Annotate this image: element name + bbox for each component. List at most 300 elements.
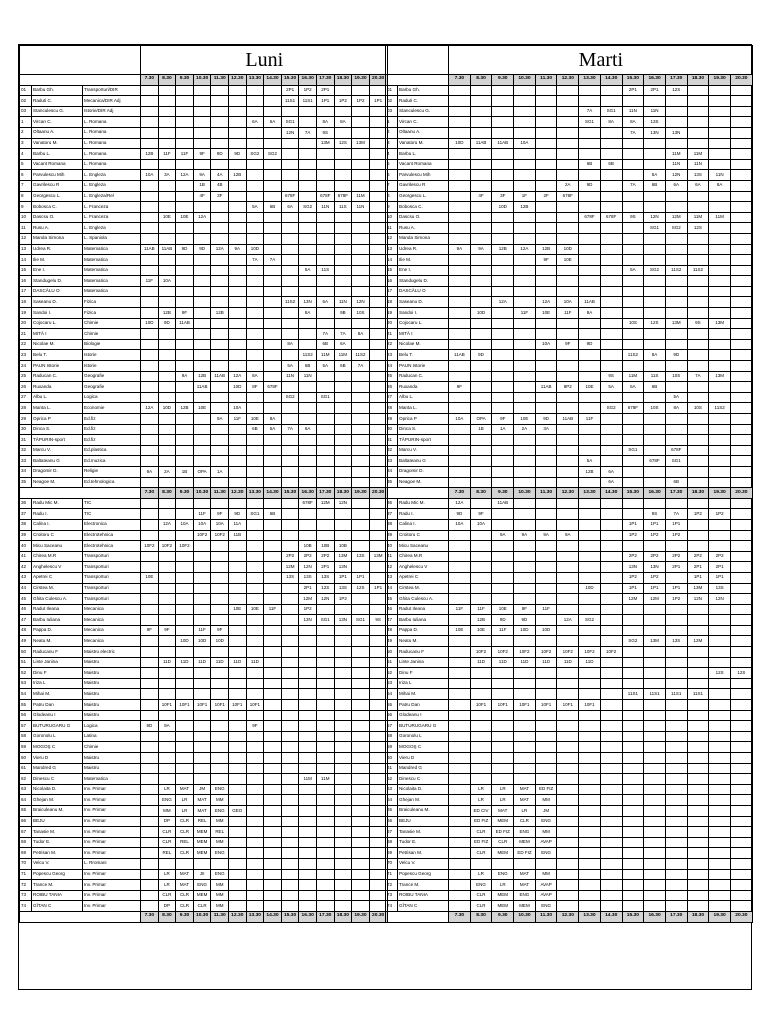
teacher-name: Calina I.	[32, 519, 83, 530]
class-cell	[316, 647, 334, 658]
class-cell: 12A	[492, 297, 514, 308]
class-cell	[557, 816, 579, 827]
class-cell	[514, 731, 536, 742]
class-cell	[229, 721, 247, 732]
class-cell	[730, 710, 752, 721]
class-cell: 9B	[334, 308, 352, 319]
class-cell	[141, 498, 159, 509]
class-cell	[730, 880, 752, 891]
class-cell	[557, 286, 579, 297]
class-cell: 13M	[316, 138, 334, 149]
class-cell	[557, 117, 579, 128]
class-cell	[514, 753, 536, 764]
teacher-row	[386, 466, 753, 477]
class-cell: 7A	[687, 371, 709, 382]
class-cell: 10F2	[193, 530, 211, 541]
class-cell: 12N	[352, 297, 370, 308]
class-cell	[158, 297, 176, 308]
teacher-row	[386, 403, 753, 414]
hour-header: 14.30	[264, 488, 282, 499]
class-cell	[730, 647, 752, 658]
class-cell	[687, 901, 709, 912]
class-cell	[281, 276, 299, 287]
class-cell	[158, 445, 176, 456]
class-cell	[600, 530, 622, 541]
teacher-name: Raducanu F	[398, 647, 449, 658]
class-cell	[600, 816, 622, 827]
teacher-name: Sandoi I.	[398, 308, 449, 319]
teacher-name: Tanasie M.	[32, 827, 83, 838]
class-cell: 2P1	[644, 85, 666, 96]
class-cell: 10F1	[492, 700, 514, 711]
class-cell	[299, 530, 317, 541]
class-cell	[229, 276, 247, 287]
class-cell	[730, 223, 752, 234]
class-cell: 10A	[229, 403, 247, 414]
class-cell	[158, 689, 176, 700]
subject: Geografie	[83, 371, 141, 382]
class-cell	[622, 901, 644, 912]
row-number: 29	[20, 414, 32, 425]
class-cell	[492, 466, 514, 477]
class-cell	[514, 339, 536, 350]
hour-header: 9.30	[176, 911, 194, 922]
class-cell	[281, 170, 299, 181]
class-cell: 12N	[299, 562, 317, 573]
class-cell	[492, 721, 514, 732]
class-cell	[193, 223, 211, 234]
class-cell	[709, 233, 731, 244]
class-cell: LR	[470, 795, 492, 806]
class-cell: 11AB	[557, 414, 579, 425]
class-cell	[730, 816, 752, 827]
class-cell	[687, 297, 709, 308]
class-cell	[470, 498, 492, 509]
class-cell	[264, 223, 282, 234]
teacher-name: Goronolu L	[398, 731, 449, 742]
row-number: 7	[20, 180, 32, 191]
class-cell	[579, 604, 601, 615]
teacher-row	[386, 869, 753, 880]
class-cell	[229, 816, 247, 827]
class-cell	[579, 816, 601, 827]
class-cell	[514, 85, 536, 96]
class-cell	[264, 731, 282, 742]
class-cell	[193, 742, 211, 753]
class-cell	[246, 329, 264, 340]
teacher-row	[20, 223, 388, 234]
class-cell	[665, 805, 687, 816]
class-cell	[281, 880, 299, 891]
class-cell: 8A	[316, 117, 334, 128]
class-cell	[644, 753, 666, 764]
class-cell	[193, 774, 211, 785]
class-cell: 11D	[492, 657, 514, 668]
class-cell	[316, 604, 334, 615]
teacher-name: Mihai M.	[398, 689, 449, 700]
teacher-name: Patru Dan	[398, 700, 449, 711]
class-cell	[470, 530, 492, 541]
class-cell: 5A	[299, 265, 317, 276]
class-cell	[644, 657, 666, 668]
class-cell	[492, 106, 514, 117]
class-cell	[600, 689, 622, 700]
class-cell	[709, 519, 731, 530]
teacher-row	[20, 265, 388, 276]
class-cell	[193, 551, 211, 562]
class-cell	[687, 784, 709, 795]
class-cell	[158, 382, 176, 393]
class-cell	[141, 308, 159, 319]
class-cell	[449, 551, 471, 562]
class-cell	[211, 647, 229, 658]
hour-header: 7.30	[141, 75, 159, 86]
class-cell: 11M	[622, 371, 644, 382]
class-cell	[644, 816, 666, 827]
class-cell: MAT	[514, 869, 536, 880]
class-cell	[281, 615, 299, 626]
class-cell: 9F	[211, 625, 229, 636]
class-cell: 11AB	[535, 382, 557, 393]
class-cell	[229, 837, 247, 848]
class-cell	[709, 731, 731, 742]
class-cell	[176, 435, 194, 446]
class-cell	[211, 551, 229, 562]
class-cell	[158, 572, 176, 583]
teacher-row	[386, 85, 753, 96]
class-cell	[246, 339, 264, 350]
class-cell	[264, 594, 282, 605]
teacher-name: Baltateanu G	[32, 456, 83, 467]
class-cell	[687, 392, 709, 403]
class-cell: SG1	[316, 392, 334, 403]
class-cell	[665, 647, 687, 658]
hour-header: 9.30	[176, 488, 194, 499]
class-cell	[334, 774, 352, 785]
hour-header: 15.30	[281, 488, 299, 499]
class-cell	[229, 541, 247, 552]
class-cell: SG1	[579, 117, 601, 128]
class-cell: 10F1	[246, 700, 264, 711]
class-cell	[211, 710, 229, 721]
class-cell	[193, 541, 211, 552]
class-cell	[600, 763, 622, 774]
class-cell	[299, 339, 317, 350]
class-cell	[600, 445, 622, 456]
teacher-row	[386, 276, 753, 287]
class-cell: 2P1	[281, 85, 299, 96]
class-cell	[492, 392, 514, 403]
class-cell	[316, 445, 334, 456]
class-cell: OPA	[193, 466, 211, 477]
class-cell	[264, 742, 282, 753]
class-cell: 9S	[687, 318, 709, 329]
teacher-name: Raduti C.	[32, 96, 83, 107]
class-cell	[316, 805, 334, 816]
hour-header: 17.30	[316, 911, 334, 922]
class-cell: 6A	[334, 339, 352, 350]
class-cell	[193, 106, 211, 117]
class-cell: 11AB	[449, 350, 471, 361]
class-cell	[535, 742, 557, 753]
class-cell	[535, 371, 557, 382]
class-cell: 5A	[665, 392, 687, 403]
teacher-row	[386, 265, 753, 276]
class-cell	[352, 700, 370, 711]
class-cell: 9D	[193, 244, 211, 255]
teacher-name: Cirstea M.	[32, 583, 83, 594]
class-cell	[600, 297, 622, 308]
class-cell	[193, 127, 211, 138]
class-cell: 11F	[492, 625, 514, 636]
teacher-row	[20, 562, 388, 573]
class-cell	[600, 551, 622, 562]
class-cell: 9S	[644, 509, 666, 520]
class-cell	[557, 890, 579, 901]
class-cell	[176, 774, 194, 785]
class-cell: 11A	[229, 519, 247, 530]
class-cell	[687, 361, 709, 372]
class-cell: 13N	[644, 562, 666, 573]
class-cell	[176, 424, 194, 435]
class-cell: 1F	[514, 191, 536, 202]
class-cell	[600, 880, 622, 891]
class-cell: 11D	[470, 657, 492, 668]
teacher-name: Nicolae M.	[32, 339, 83, 350]
class-cell	[449, 668, 471, 679]
teacher-name: Trance M.	[32, 880, 83, 891]
row-number: 14	[20, 255, 32, 266]
header-blank	[386, 488, 449, 499]
class-cell	[557, 149, 579, 160]
class-cell	[158, 371, 176, 382]
class-cell: 9S	[316, 127, 334, 138]
class-cell	[449, 541, 471, 552]
class-cell	[246, 594, 264, 605]
class-cell	[449, 763, 471, 774]
row-number: 28	[20, 403, 32, 414]
hour-header: 13.30	[579, 911, 601, 922]
teacher-row	[20, 816, 388, 827]
class-cell: MAT	[514, 795, 536, 806]
teacher-name: Manta L.	[32, 403, 83, 414]
class-cell	[299, 731, 317, 742]
class-cell	[730, 180, 752, 191]
class-cell	[492, 170, 514, 181]
class-cell	[352, 742, 370, 753]
class-cell	[316, 308, 334, 319]
teacher-name: Albu L.	[398, 392, 449, 403]
class-cell	[334, 519, 352, 530]
class-cell: CLR	[176, 890, 194, 901]
class-cell	[352, 456, 370, 467]
class-cell	[229, 615, 247, 626]
blank-cell	[20, 46, 141, 75]
class-cell	[600, 414, 622, 425]
class-cell: 11F	[579, 414, 601, 425]
teacher-row	[386, 837, 753, 848]
teacher-row	[20, 837, 388, 848]
subject: L. Engleza	[83, 170, 141, 181]
class-cell	[644, 361, 666, 372]
class-cell	[470, 170, 492, 181]
teacher-row	[20, 858, 388, 869]
row-number: 23	[20, 350, 32, 361]
teacher-name: Bobosca C.	[398, 202, 449, 213]
class-cell	[687, 308, 709, 319]
class-cell	[644, 731, 666, 742]
hour-header: 8.30	[158, 488, 176, 499]
class-cell: 11S	[334, 202, 352, 213]
teacher-row	[386, 700, 753, 711]
class-cell	[730, 805, 752, 816]
class-cell: MM	[158, 805, 176, 816]
hour-header: 20.30	[369, 911, 387, 922]
class-cell	[557, 541, 579, 552]
class-cell	[141, 382, 159, 393]
teacher-row	[386, 435, 753, 446]
class-cell	[299, 668, 317, 679]
class-cell	[665, 731, 687, 742]
class-cell	[492, 753, 514, 764]
class-cell	[193, 424, 211, 435]
class-cell	[730, 403, 752, 414]
teacher-row	[386, 191, 753, 202]
class-cell	[281, 795, 299, 806]
class-cell	[158, 96, 176, 107]
class-cell	[492, 265, 514, 276]
class-cell	[264, 774, 282, 785]
teacher-name: MOGOŞ C	[32, 742, 83, 753]
class-cell: 10E	[514, 414, 536, 425]
class-cell	[246, 466, 264, 477]
class-cell	[211, 382, 229, 393]
teacher-row	[386, 117, 753, 128]
teacher-name: Apetrei C	[32, 572, 83, 583]
class-cell	[141, 530, 159, 541]
class-cell	[193, 731, 211, 742]
class-cell	[141, 350, 159, 361]
class-cell	[687, 805, 709, 816]
class-cell	[514, 858, 536, 869]
class-cell	[665, 890, 687, 901]
class-cell	[730, 202, 752, 213]
teacher-row	[386, 604, 753, 615]
class-cell: 10D	[449, 138, 471, 149]
class-cell: 10F2	[492, 647, 514, 658]
class-cell	[299, 869, 317, 880]
class-cell	[514, 636, 536, 647]
teacher-name: DASCĂLU O	[398, 286, 449, 297]
class-cell	[665, 276, 687, 287]
class-cell	[492, 435, 514, 446]
class-cell	[176, 180, 194, 191]
class-cell	[579, 403, 601, 414]
row-number: 58	[386, 731, 398, 742]
class-cell	[470, 159, 492, 170]
class-cell: 1P1	[622, 583, 644, 594]
class-cell	[316, 233, 334, 244]
class-cell: 9D	[514, 615, 536, 626]
row-number: 26	[20, 382, 32, 393]
class-cell	[264, 456, 282, 467]
class-cell: 11N	[352, 202, 370, 213]
class-cell	[334, 382, 352, 393]
class-cell: 11AB	[141, 244, 159, 255]
class-cell: 7A	[246, 255, 264, 266]
teacher-row	[386, 308, 753, 319]
class-cell: 11D	[193, 657, 211, 668]
teacher-row	[20, 191, 388, 202]
teacher-row	[386, 106, 753, 117]
class-cell	[246, 753, 264, 764]
teacher-name: Anghelescu V	[398, 562, 449, 573]
class-cell	[730, 837, 752, 848]
class-cell	[352, 414, 370, 425]
teacher-name: BEJU	[32, 816, 83, 827]
class-cell	[579, 784, 601, 795]
teacher-name: Oltaanu A.	[398, 127, 449, 138]
row-number: 27	[386, 392, 398, 403]
class-cell	[352, 816, 370, 827]
teacher-row	[386, 339, 753, 350]
class-cell	[246, 805, 264, 816]
class-cell	[141, 297, 159, 308]
hour-header: 20.30	[730, 911, 752, 922]
class-cell	[334, 212, 352, 223]
class-cell	[600, 625, 622, 636]
class-cell	[141, 636, 159, 647]
teacher-name: Manda Simona	[32, 233, 83, 244]
class-cell	[229, 731, 247, 742]
class-cell	[352, 731, 370, 742]
class-cell	[316, 700, 334, 711]
class-cell: 10E	[158, 212, 176, 223]
teacher-row	[20, 96, 388, 107]
class-cell: 6B	[334, 361, 352, 372]
class-cell	[334, 403, 352, 414]
class-cell: 5A	[622, 265, 644, 276]
class-cell	[158, 435, 176, 446]
class-cell	[141, 159, 159, 170]
class-cell	[622, 339, 644, 350]
hour-header: 16.30	[299, 911, 317, 922]
class-cell: 8A	[281, 339, 299, 350]
teacher-row	[20, 202, 388, 213]
teacher-name: ROIBU TANIA	[32, 890, 83, 901]
class-cell	[176, 498, 194, 509]
class-cell: 9D	[665, 350, 687, 361]
class-cell	[334, 657, 352, 668]
class-cell	[158, 710, 176, 721]
row-number: 37	[20, 509, 32, 520]
hour-header: 14.30	[264, 75, 282, 86]
row-number: 12	[386, 233, 398, 244]
class-cell: 11B	[229, 530, 247, 541]
teacher-name: MITĂ I	[398, 329, 449, 340]
teacher-row	[386, 615, 753, 626]
class-cell	[579, 149, 601, 160]
hour-header: 15.30	[281, 75, 299, 86]
class-cell	[579, 869, 601, 880]
hour-header: 20.30	[369, 75, 387, 86]
class-cell	[176, 297, 194, 308]
row-number: 38	[20, 519, 32, 530]
teacher-row	[386, 753, 753, 764]
subject: Religie	[83, 466, 141, 477]
class-cell	[579, 223, 601, 234]
class-cell	[535, 763, 557, 774]
